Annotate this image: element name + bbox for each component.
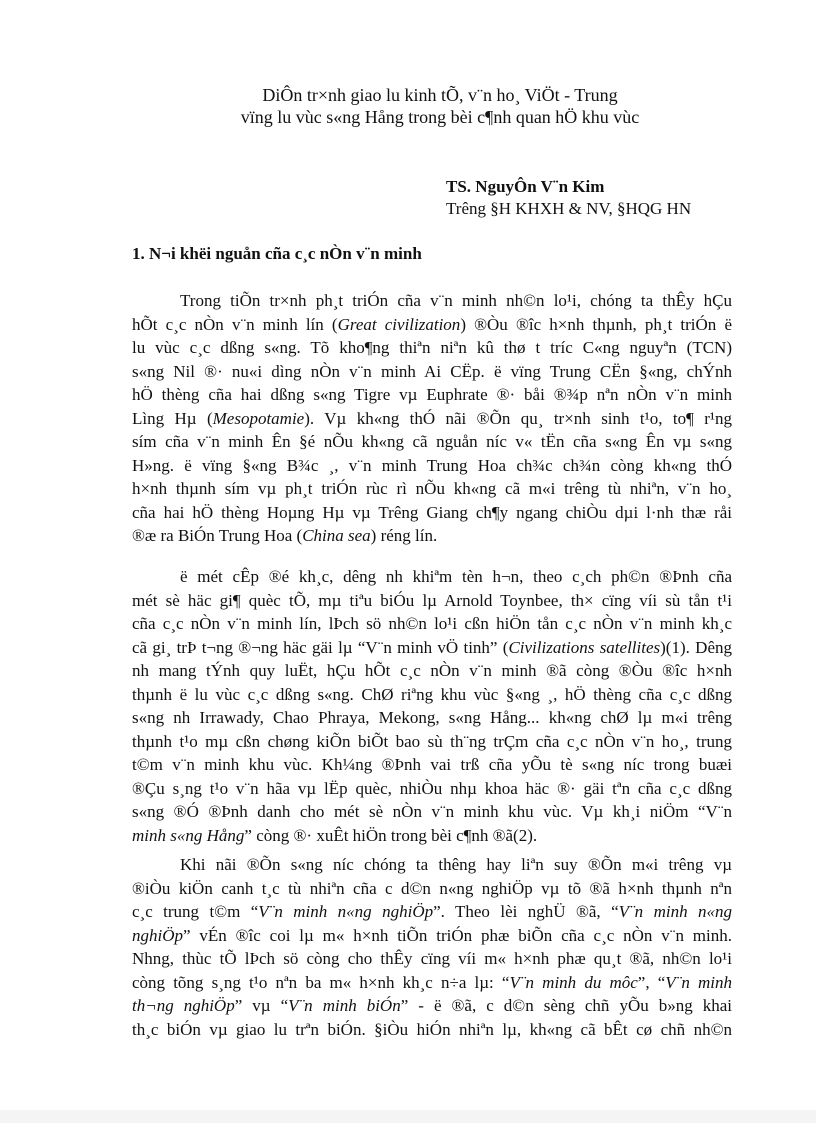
paragraph-line: thµnh t¹o mµ cßn chøng kiÕn biÕt bao sù th¨ng trÇm cña c¸c nÒn v¨n ho¸, trung — [132, 731, 732, 751]
paragraph-line: cña c¸c nÒn v¨n minh lín, lÞch sö nh©n lo¹i cßn hiÖn tån c¸c nÒn v¨n minh kh¸c — [132, 614, 732, 633]
text-run: ) ®Òu ®îc h×nh thµnh, ph¸t triÓn ë — [460, 314, 732, 334]
italic-term: V¨n minh du môc — [509, 972, 638, 992]
text-run: )(1). Dêng — [660, 637, 732, 657]
page-bottom-edge — [0, 1110, 816, 1123]
author-name: TS. NguyÔn V¨n Kim — [446, 177, 605, 196]
paragraph-line: Khi nãi ®Õn s«ng níc chóng ta thêng hay liªn suy ®Õn m«i trêng vµ — [180, 855, 732, 874]
paragraph-line: h×nh thµnh sím vµ ph¸t triÓn rùc rì nÕu kh«ng cã m«i trêng tù nhiªn, v¨n ho¸ — [132, 479, 732, 498]
paragraph-line — [132, 313, 732, 337]
italic-term: V¨n minh n«ng — [618, 902, 733, 921]
paragraph-line: mét sè häc gi¶ quèc tÕ, mµ tiªu biÓu lµ Arnold Toynbee, th× cïng víi sù tån t¹i — [132, 590, 732, 610]
paragraph-line: Nhng, thùc tÕ lÞch sö còng cho thÊy cïng víi m« h×nh phæ qu¸t ®ã, nh©n lo¹i — [132, 949, 732, 968]
paragraph-line — [132, 994, 732, 1018]
text-run: c¸c trung t©m “ — [132, 902, 259, 921]
text-run: ” vÉn ®îc coi lµ m« h×nh tiÕn triÓn phæ biÕn cña c¸c nÒn v¨n minh. — [183, 925, 732, 945]
italic-term: Mesopotamie — [212, 408, 305, 428]
italic-term: nghiÖp — [132, 925, 183, 945]
italic-term: V¨n minh biÓn — [288, 996, 401, 1015]
paragraph-line — [132, 924, 732, 948]
paragraph-line — [132, 900, 732, 924]
paragraph-line: s«ng Nil ®· nu«i dìng nÒn v¨n minh Ai CËp. ë vïng Trung CËn §«ng, chÝnh — [132, 361, 732, 381]
text-run: cã gi¸ trÞ t¬ng ®¬ng häc gäi lµ “V¨n minh vÖ tinh” ( — [132, 637, 509, 657]
paragraph-line: ®iÒu kiÖn canh t¸c tù nhiªn cña c d©n n«ng nghiÖp vµ tõ ®ã h×nh thµnh nªn — [132, 878, 732, 898]
paragraph-line: th¸c biÓn vµ giao lu trªn biÓn. §iÒu hiÓn nhiªn lµ, kh«ng cã bÊt cø chñ nh©n — [132, 1019, 732, 1039]
paragraph-line: nh mang tÝnh quy luËt, hÇu hÕt c¸c nÒn v¨n minh ®ã còng ®Òu ®îc h×nh — [132, 661, 732, 680]
italic-term: minh s«ng Hång — [132, 825, 245, 845]
paragraph-line — [132, 407, 732, 431]
author-affiliation: Trêng §H KHXH & NV, §HQG HN — [446, 199, 692, 218]
paragraph-line: ®Çu s¸ng t¹o v¨n hãa vµ lËp quèc, nhiÒu nhµ khoa häc ®· gäi tªn cña c¸c dßng — [132, 778, 732, 798]
document-title-line-1: DiÔn tr×nh giao lu kinh tÕ, v¨n ho¸ ViÖt - Trung — [262, 85, 618, 105]
paragraph-1 — [132, 289, 732, 548]
text-run: hÕt c¸c nÒn v¨n minh lín ( — [132, 314, 338, 334]
italic-term: China sea — [302, 526, 371, 545]
text-run: ) réng lín. — [370, 526, 438, 545]
text-run: còng tõng s¸ng t¹o nªn ba m« h×nh kh¸c n÷a lµ: “ — [132, 972, 510, 992]
document-title-line-2: vïng lu vùc s«ng Hång trong bèi c¶nh quan hÖ khu vùc — [240, 107, 640, 127]
text-run: ” còng ®· xuÊt hiÖn trong bèi c¶nh ®ã(2). — [244, 825, 538, 845]
italic-term: Great civilization — [337, 314, 461, 334]
paragraph-line: s«ng ®Ó ®Þnh danh cho mét sè nÒn v¨n minh khu vùc. Vµ kh¸i niÖm “V¨n — [132, 802, 732, 821]
paragraph-line — [132, 971, 732, 995]
text-run: Lìng Hµ ( — [132, 408, 213, 428]
text-run: ” - ë ®ã, c d©n sèng chñ yÕu b»ng khai — [400, 996, 733, 1015]
paragraph-line: cña hai hÖ thèng Hoµng Hµ vµ Trêng Giang ch¶y ngang chiÒu dµi l·nh thæ råi — [132, 502, 732, 522]
text-run: ”. Theo lèi nghÜ ®ã, “ — [433, 902, 619, 921]
paragraph-3 — [132, 853, 732, 1041]
paragraph-line — [132, 636, 732, 660]
paragraph-line: s«ng nh Irrawady, Chao Phraya, Mekong, s«ng Hång... kh«ng chØ lµ m«i trêng — [132, 708, 732, 727]
paragraph-line — [132, 524, 732, 548]
paragraph-line: Trong tiÕn tr×nh ph¸t triÓn cña v¨n minh nh©n lo¹i, chóng ta thÊy hÇu — [180, 291, 732, 310]
italic-term: th¬ng nghiÖp — [132, 996, 235, 1015]
section-heading: 1. N¬i khëi nguån cña c¸c nÒn v¨n minh — [132, 244, 422, 263]
paragraph-line: t©m v¨n minh khu vùc. Kh¼ng ®Þnh vai trß cña yÕu tè s«ng níc trong buæi — [132, 755, 732, 774]
text-run: ®æ ra BiÓn Trung Hoa ( — [132, 526, 303, 545]
paragraph-line — [132, 824, 732, 848]
paragraph-2 — [132, 565, 732, 847]
text-run: ” vµ “ — [234, 996, 289, 1015]
italic-term: Civilizations satellites — [508, 637, 661, 657]
paragraph-line: hÖ thèng cña hai dßng s«ng Tigre vµ Euphrate ®· båi ®¾p nªn nÒn v¨n minh — [132, 385, 732, 404]
text-run: ”, “ — [637, 972, 666, 992]
italic-term: V¨n minh — [665, 972, 732, 992]
paragraph-line: thµnh ë lu vùc c¸c dßng s«ng. ChØ riªng khu vùc §«ng ¸, hÖ thèng cña c¸c dßng — [132, 684, 732, 704]
paragraph-line: sím cña v¨n minh Ên §é nÕu kh«ng cã nguån níc v« tËn cña s«ng Ên vµ s«ng — [132, 432, 732, 451]
italic-term: V¨n minh n«ng nghiÖp — [258, 902, 434, 921]
paragraph-line: ë mét cÊp ®é kh¸c, dêng nh khiªm tèn h¬n, theo c¸ch ph©n ®Þnh cña — [180, 567, 732, 586]
text-run: ). Vµ kh«ng thÓ nãi ®Õn qu¸ tr×nh sinh t¹o, to¶ r¹ng — [304, 408, 732, 428]
paragraph-line: lu vùc c¸c dßng s«ng. Tõ kho¶ng thiªn niªn kû thø t tríc C«ng nguyªn (TCN) — [132, 338, 732, 357]
paragraph-line: H»ng. ë vïng §«ng B¾c ¸, v¨n minh Trung Hoa ch¾c ch¾n còng kh«ng thÓ — [132, 455, 732, 475]
